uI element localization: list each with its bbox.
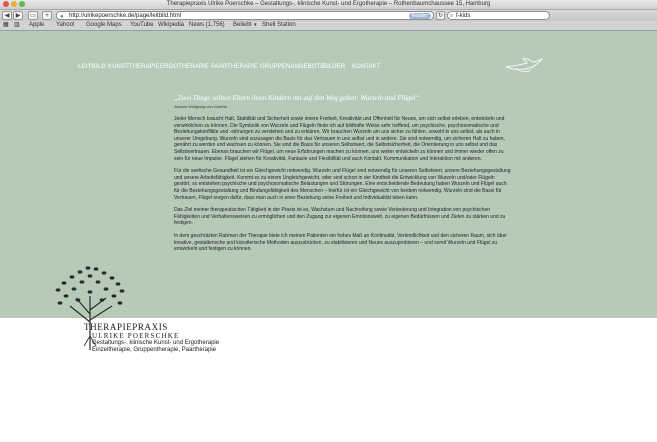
nav-leitbild[interactable]: LEITBILD	[78, 64, 106, 70]
address-bar-value: http://ulrikepoerschke.de/page/leitbild.html	[69, 13, 182, 19]
paragraph: In dem geschützten Rahmen der Therapie biete ich meinen Patienten ein hohes Maß an Kontinuität, Verbindlichkeit und den sicheren Raum, sich über kreative, gestalterische und künstlerische Methoden auszudrücken, zu stabilisieren und Neues auszuprobieren – und somit Wurzeln und Flügel zu entwickeln und festigen zu können.	[174, 232, 507, 252]
practice-logo	[84, 323, 284, 354]
bookmark-beliebt[interactable]: Beliebt	[233, 22, 252, 28]
paragraph: Jeder Mensch braucht Halt, Stabilität und Sicherheit sowie innere Freiheit, Kreativität und Offenheit für Neues, um sich selbst erleben, entwickeln und verwirklichen zu können. Die Symbolik von Wurzeln und Flügeln finde ich auf bildhafte Weise sehr treffend, um psychische, psychosomatische und Beziehungskonflikte und -störungen zu verstehen und zu erklären. Wir brauchen Wurzeln um uns sicher zu fühlen, sowohl in uns selbst, als auch in unserer Umgebung. Wurzeln sind sozusagen die Basis für das Vertrauen in uns selbst und in andere. Sie sind notwendig, um sicheren Halt zu haben, genährt zu werden und wachsen zu können. Sie sind die Basis für unseren Selbstwert, die Selbstsicherheit, die Orientierung in uns selbst und das Selbstvertrauen. Ebenso brauchen wir Flügel, um neue Erfahrungen machen zu können, uns weiter entwickeln zu können und immer wieder offen zu sein für neue Impulse. Flügel stehen für Kreativität, Fantasie und Flexibilität und auch Kontakt, Kommunikation und Interaktion mit anderen.	[174, 116, 505, 162]
quote-author: Johann Wolfgang von Goethe	[174, 104, 227, 109]
nav-kunsttherapie[interactable]: KUNSTTHERAPIE	[108, 64, 160, 70]
nav-paartherapie[interactable]: PAARTHERAPIE	[211, 64, 258, 70]
back-button[interactable]	[2, 11, 12, 20]
reading-list-icon[interactable]: ▦	[3, 22, 9, 28]
window-titlebar	[0, 0, 657, 10]
logo-title: THERAPIEPRAXIS	[84, 322, 168, 332]
search-icon: ⌕	[450, 13, 454, 19]
plus-icon: +	[45, 13, 49, 19]
nav-ergotherapie[interactable]: ERGOTHERAPIE	[160, 64, 209, 70]
bookmark-shell-station[interactable]: Shell Station	[262, 22, 296, 28]
nav-bilder[interactable]: BILDER	[323, 64, 346, 70]
add-bookmark-button[interactable]	[42, 11, 52, 20]
reader-button[interactable]: Reader	[409, 13, 431, 19]
bookmark-apple[interactable]: Apple	[29, 22, 45, 28]
bookmark-youtube[interactable]: YouTube	[130, 22, 154, 28]
search-field[interactable]	[447, 11, 550, 20]
leitbild-text	[174, 116, 512, 258]
back-arrow-icon: ◀	[4, 13, 10, 19]
goethe-quote: „Zwei Dinge sollten Eltern ihren Kindern mit auf den Weg geben: Wurzeln und Flügel“	[174, 94, 420, 102]
logo-subtitle-2: Einzeltherapie, Gruppentherapie, Paartherapie	[92, 347, 217, 353]
forward-button[interactable]	[13, 11, 23, 20]
forward-arrow-icon: ▶	[15, 13, 21, 19]
bookmarks-bar	[0, 21, 657, 31]
bookmark-google-maps[interactable]: Google Maps	[86, 22, 122, 28]
beliebt-chevron-down-icon[interactable]: ▾	[254, 22, 257, 28]
sidebar-button[interactable]	[28, 11, 38, 20]
bookmark-news[interactable]: News (1,756)	[189, 22, 225, 28]
bookmark-yahoo[interactable]: Yahoo!	[56, 22, 75, 28]
logo-subtitle-1: Gestaltungs-, klinische Kunst- und Ergotherapie	[92, 340, 220, 346]
logo-name: ULRIKE POERSCHKE	[92, 332, 180, 340]
bird-logo-icon	[504, 56, 544, 74]
browser-toolbar	[0, 10, 657, 21]
nav-kontakt[interactable]: KONTAKT	[352, 64, 381, 70]
bookmark-wikipedia[interactable]: Wikipedia	[158, 22, 185, 28]
window-title: Therapiepraxis Ulrike Poerschke – Gestaltungs-, klinische Kunst- und Ergotherapie – Rothenbaumchaussee 15, Hamburg	[166, 1, 491, 7]
reload-button[interactable]	[436, 11, 445, 20]
paragraph: Für die seelische Gesundheit ist ein Gleichgewicht notwendig. Wurzeln und Flügel sind notwendig für unseren Selbstwert, unsere Beziehungsgestaltung und unsere Arbeitsfähigkeit. Kommt es zu einem Ungleichgewicht, oder sind schon in der Kindheit die Entwicklung von Wurzeln und/oder Flügeln gestört, so entstehen psychische und psychosomatische Belastungen und Störungen. Eine entscheidende Bedeutung haben Wurzeln und Flügel auch für die Beziehungsgestaltung und Bindungsfähigkeit des Menschen – hierfür ist ein Gleichgewicht von beidem notwendig. Wurzeln sind die Basis für Vertrauen, Flügel sorgen dafür, dass man auch in einer Beziehung seine Freiheit und Individualität leben kann.	[174, 168, 511, 201]
globe-icon: ●	[60, 14, 64, 20]
sidebar-icon: ▭	[30, 13, 36, 19]
reload-icon: ↻	[437, 13, 444, 19]
search-field-value: f-kids	[456, 13, 471, 19]
paragraph: Das Ziel meiner therapeutischen Tätigkeit in der Praxis ist es, Wachstum und Nachreifung sowie Veränderung und Integration von psychischen Fähigkeiten und Verhaltensweisen zu ermöglichen und den Zugang zur eigenen Emotionswelt, zu eigenen Bedürfnissen und Zielen zu stärken und zu festigen.	[174, 207, 506, 227]
top-sites-icon[interactable]: ▥	[14, 22, 20, 28]
nav-gruppenangebote[interactable]: GRUPPENANGEBOTE	[260, 64, 325, 70]
address-bar[interactable]	[56, 11, 434, 20]
